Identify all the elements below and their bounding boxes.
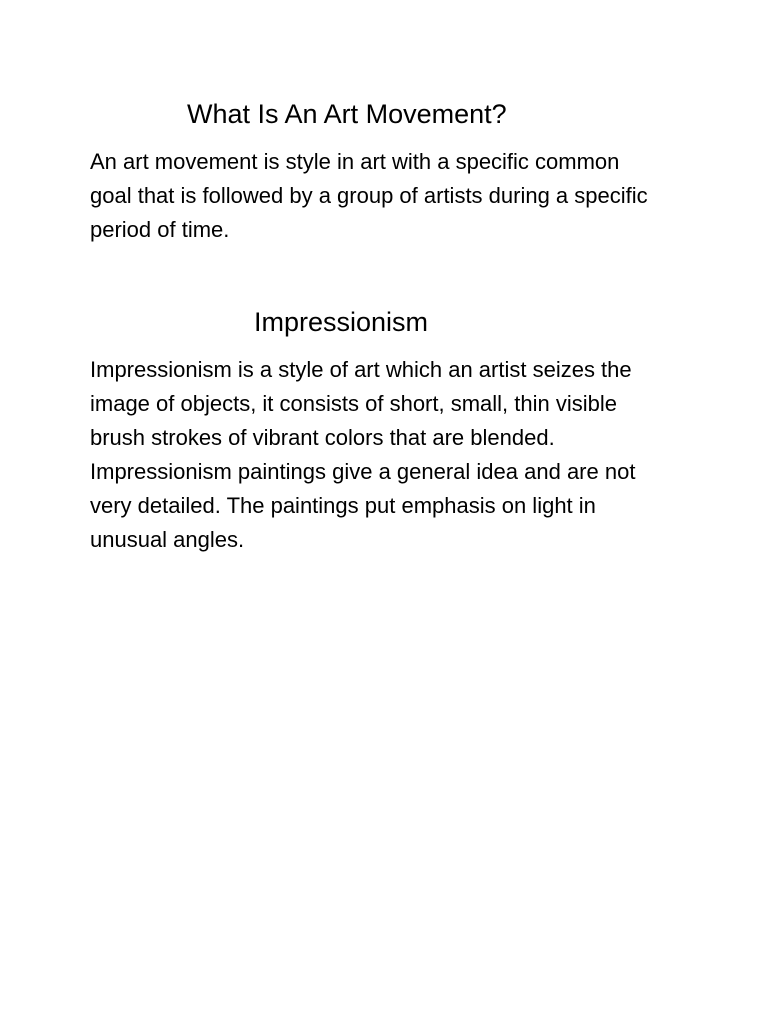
paragraph-line: brush strokes of vibrant colors that are blended. — [90, 425, 555, 450]
paragraph-line: unusual angles. — [90, 527, 245, 552]
paragraph-line: An art movement is style in art with a specific common — [90, 149, 620, 174]
paragraph-line: Impressionism is a style of art which an artist seizes the — [90, 357, 632, 382]
section-paragraph-art-movement — [90, 145, 710, 247]
section-paragraph-impressionism — [90, 353, 710, 557]
section-heading-art-movement: What Is An Art Movement? — [187, 99, 507, 129]
paragraph-line: goal that is followed by a group of artists during a specific — [90, 183, 648, 208]
paragraph-line: very detailed. The paintings put emphasis on light in — [90, 493, 596, 518]
paragraph-line: Impressionism paintings give a general idea and are not — [90, 459, 636, 484]
paragraph-line: period of time. — [90, 217, 230, 242]
section-heading-impressionism: Impressionism — [254, 307, 429, 337]
paragraph-line: image of objects, it consists of short, small, thin visible — [90, 391, 617, 416]
